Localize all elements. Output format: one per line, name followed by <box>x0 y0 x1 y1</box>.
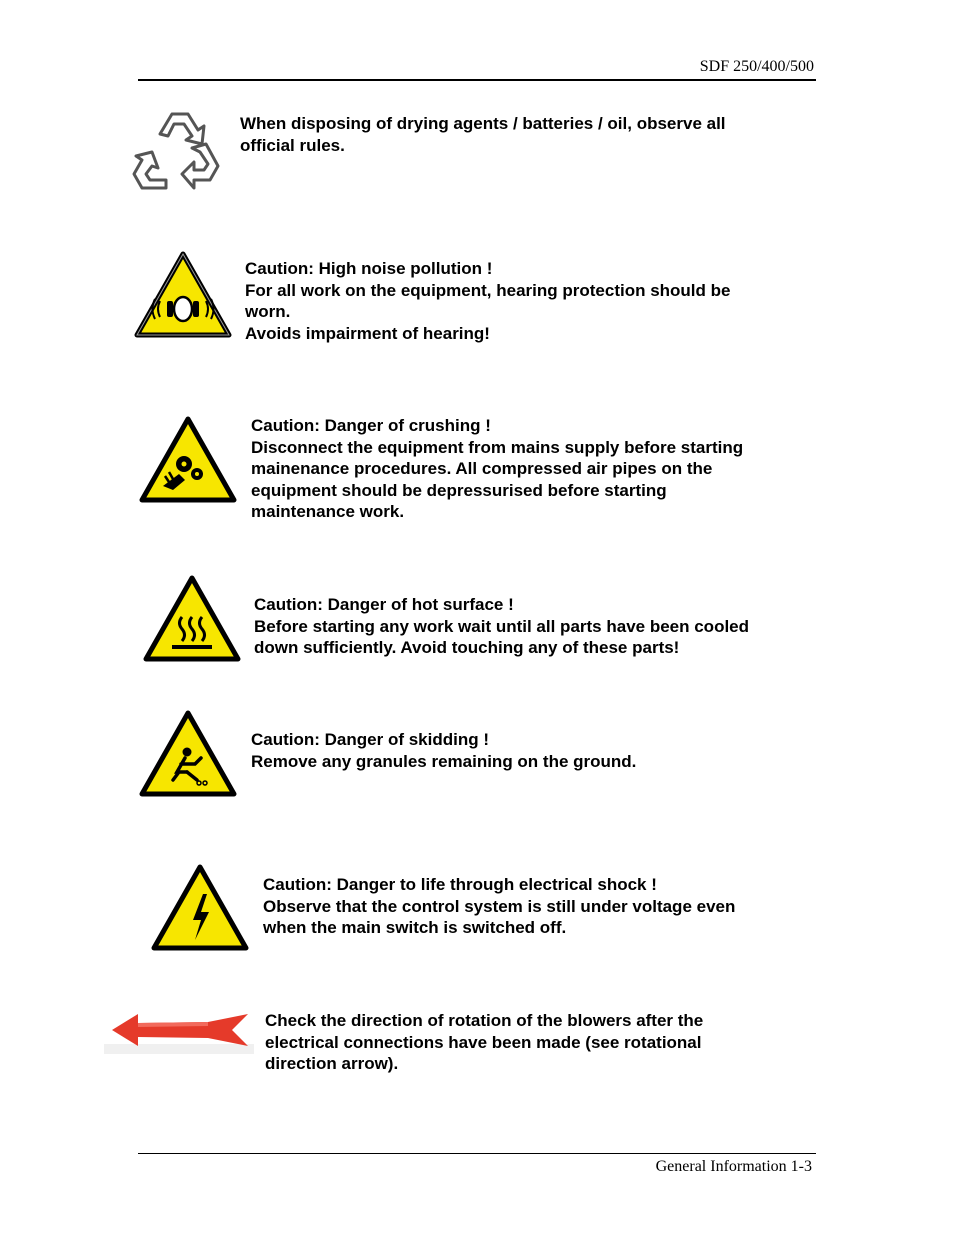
notice-line: mainenance procedures. All compressed air pipes on the <box>251 459 713 478</box>
notice-line: equipment should be depressurised before starting <box>251 480 667 500</box>
notice-line: worn. <box>245 302 291 321</box>
notice-line: official rules. <box>240 135 345 155</box>
rotation-arrow-icon <box>104 1008 254 1056</box>
notice-line: direction arrow). <box>265 1054 399 1073</box>
notice-line: When disposing of drying agents / batteries / oil, observe all <box>240 114 726 133</box>
header-rule <box>138 79 816 81</box>
notice-line: For all work on the equipment, hearing protection should be <box>245 280 731 300</box>
document-id: SDF 250/400/500 <box>699 58 814 75</box>
crushing-warning-icon <box>139 416 237 504</box>
noise-warning-icon <box>134 251 232 339</box>
notice-line: Avoids impairment of hearing! <box>245 323 490 343</box>
notice-line: when the main switch is switched off. <box>263 918 567 937</box>
notice-line: Caution: High noise pollution ! <box>245 259 493 278</box>
skidding-warning-icon <box>139 710 237 798</box>
notice-line: Caution: Danger of crushing ! <box>251 416 491 435</box>
notice-line: Before starting any work wait until all parts have been cooled <box>254 616 750 636</box>
hot-surface-warning-icon <box>142 575 242 663</box>
electrical-shock-warning-icon <box>151 864 249 952</box>
notice-line: Check the direction of rotation of the blowers after the <box>265 1011 704 1030</box>
notice-line: Caution: Danger to life through electrical shock ! <box>263 875 657 894</box>
recycle-icon <box>130 108 226 204</box>
footer-rule <box>138 1153 816 1154</box>
page-label: General Information 1-3 <box>655 1158 812 1175</box>
notice-line: electrical connections have been made (see rotational <box>265 1032 702 1052</box>
notice-line: maintenance work. <box>251 502 405 521</box>
notice-line: down sufficiently. Avoid touching any of these parts! <box>254 638 680 657</box>
notice-line: Caution: Danger of skidding ! <box>251 730 489 749</box>
notice-line: Remove any granules remaining on the ground. <box>251 751 637 771</box>
notice-line: Caution: Danger of hot surface ! <box>254 595 514 614</box>
notice-line: Observe that the control system is still under voltage even <box>263 896 736 916</box>
notice-line: Disconnect the equipment from mains supply before starting <box>251 437 744 457</box>
